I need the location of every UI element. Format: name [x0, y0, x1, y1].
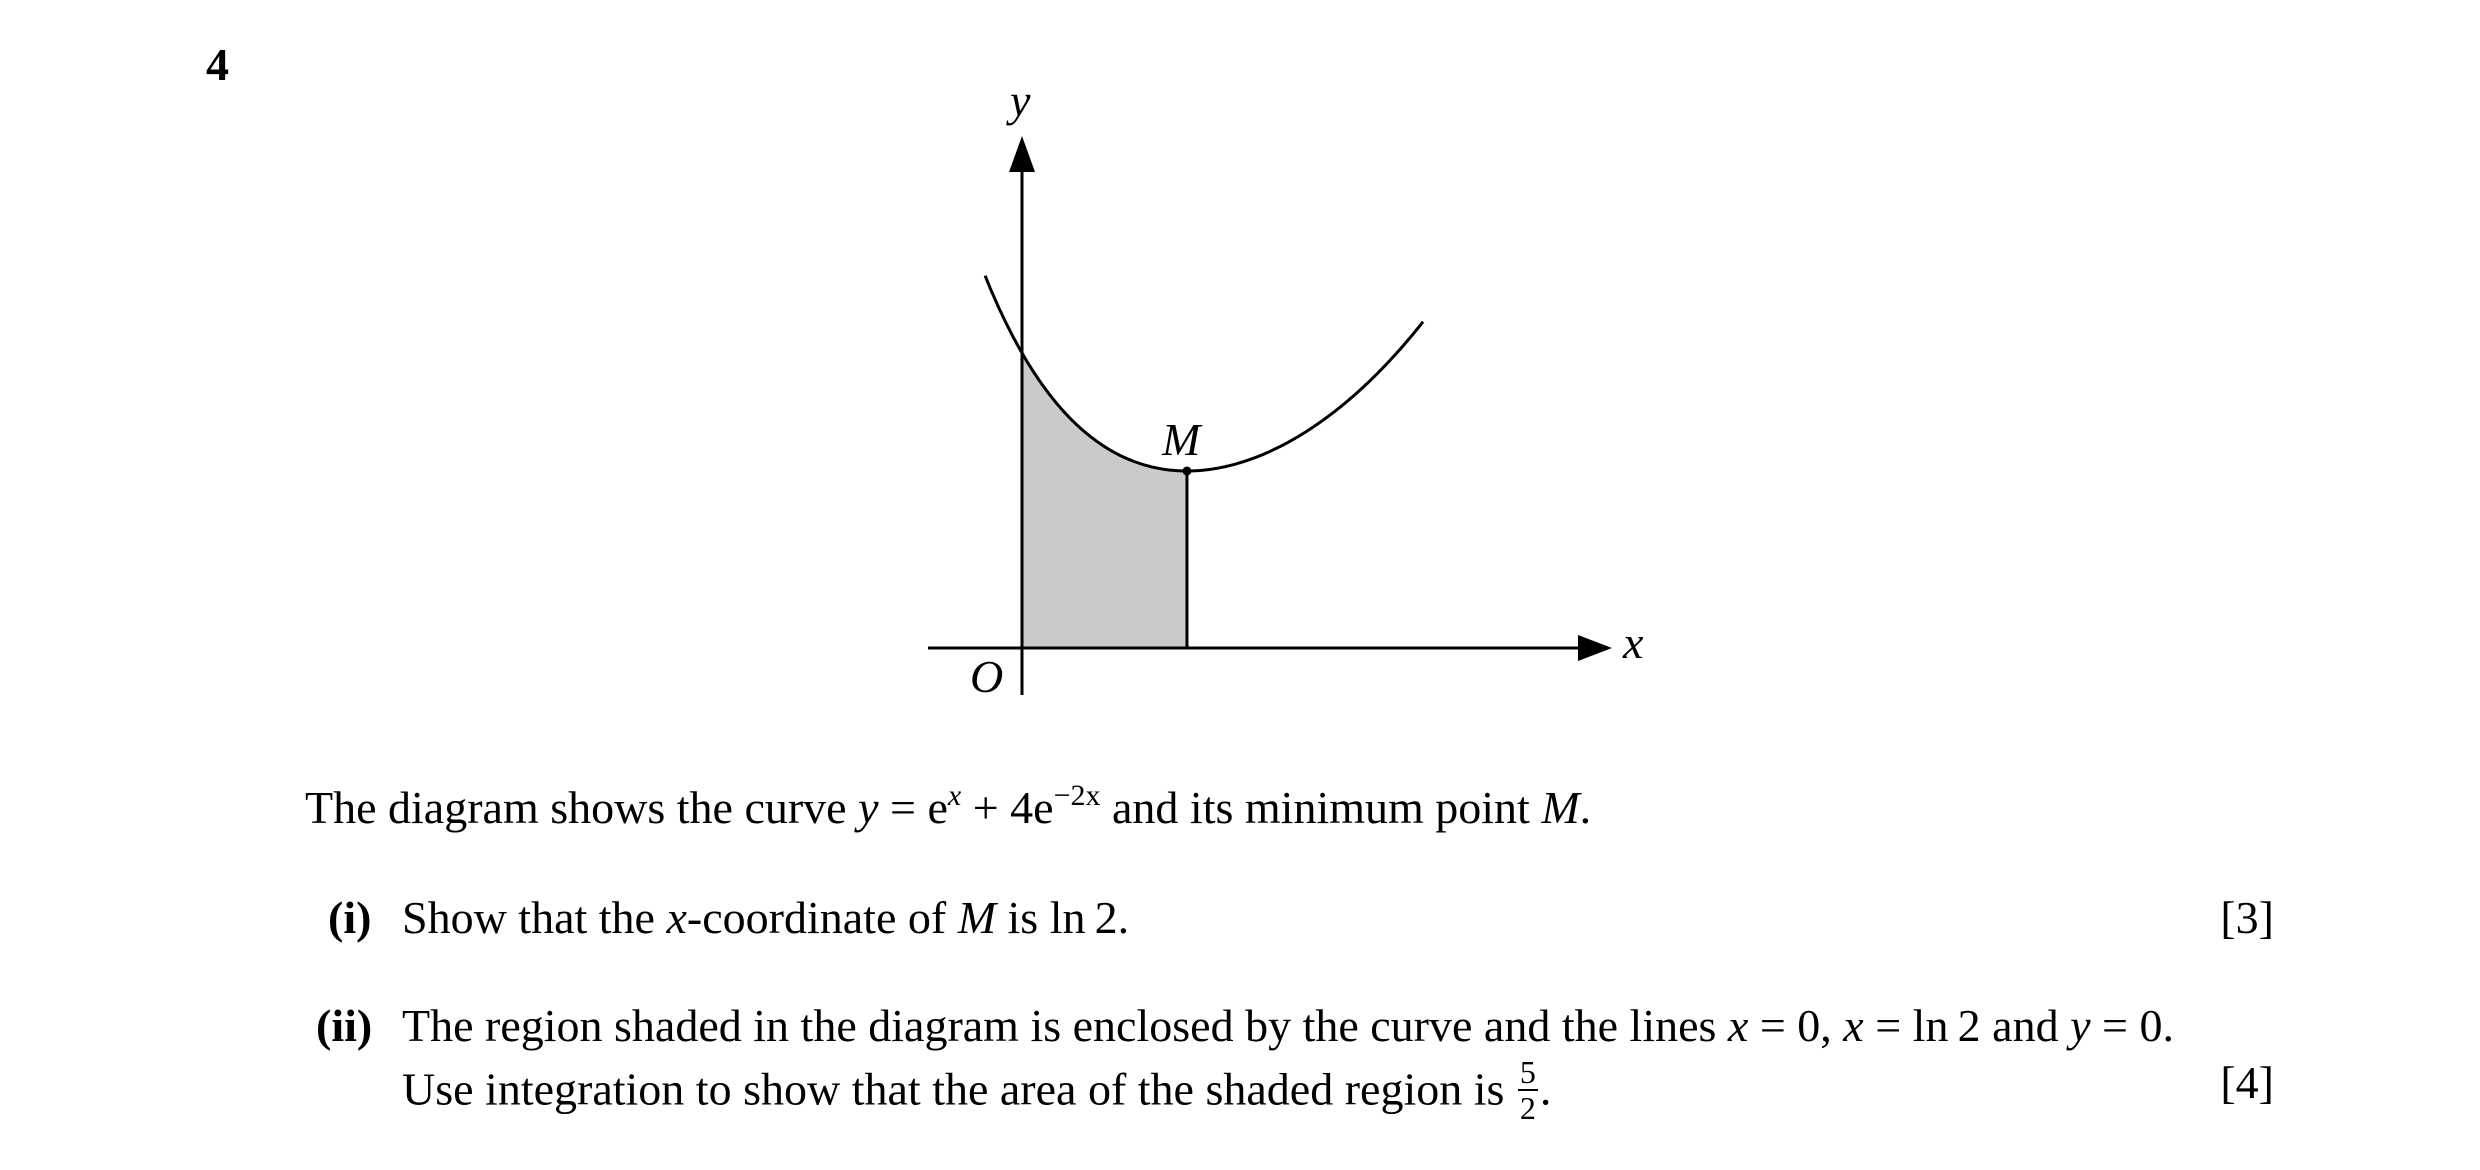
part-ii-label: (ii) [316, 1000, 373, 1051]
intro-end: . [1579, 782, 1592, 833]
part-i-label: (i) [328, 892, 372, 943]
var-x: x [1843, 1000, 1864, 1051]
part-ii-text-a: The region shaded in the diagram is enclosed by the curve and the lines [402, 1000, 1728, 1051]
fraction-five-halves [1518, 1056, 1538, 1124]
minimum-point-M [1182, 467, 1191, 476]
x-axis-arrow [1578, 635, 1612, 661]
part-ii-line2-a: Use integration to show that the area of the shaded region is [402, 1063, 1516, 1115]
part-ii-text-d: = 0. [2090, 1000, 2174, 1051]
part-ii-line2 [402, 1054, 1552, 1128]
intro-text [305, 779, 1592, 833]
point-M-label: M [1162, 414, 1201, 465]
var-x: x [1727, 1000, 1749, 1051]
part-i-text-c: is ln 2. [996, 892, 1130, 943]
part-i-text-a: Show that the [402, 892, 667, 943]
intro-prefix: The diagram shows the curve [305, 782, 859, 833]
part-ii-text-c: = ln 2 and [1863, 1000, 2071, 1051]
var-M: M [957, 892, 997, 943]
var-y: y [858, 782, 879, 833]
part-i-text [402, 892, 1130, 943]
y-axis-arrow [1009, 136, 1035, 172]
shaded-region [1022, 353, 1187, 648]
origin-label: O [970, 651, 1004, 702]
part-ii-line2-b: . [1539, 1063, 1552, 1115]
exponent-neg2x: −2x [1053, 779, 1101, 812]
exponent-x: x [947, 779, 962, 812]
question-number: 4 [206, 39, 229, 90]
part-ii-line1 [402, 1000, 2174, 1051]
var-x: x [666, 892, 687, 943]
equals-e: = e [878, 782, 948, 833]
fraction-numerator: 5 [1519, 1054, 1536, 1090]
y-axis-label: y [1010, 75, 1031, 126]
fraction-denominator: 2 [1519, 1090, 1536, 1126]
intro-mid: and its minimum point [1100, 782, 1542, 833]
var-M: M [1541, 782, 1580, 833]
x-axis-label: x [1623, 617, 1644, 668]
part-ii-marks: [4] [2220, 1057, 2274, 1108]
part-i-text-b: -coordinate of [686, 892, 958, 943]
var-y: y [2070, 1000, 2091, 1051]
part-ii-text-b: = 0, [1748, 1000, 1844, 1051]
part-i-marks: [3] [2220, 892, 2274, 943]
plus-4e: + 4e [961, 782, 1054, 833]
